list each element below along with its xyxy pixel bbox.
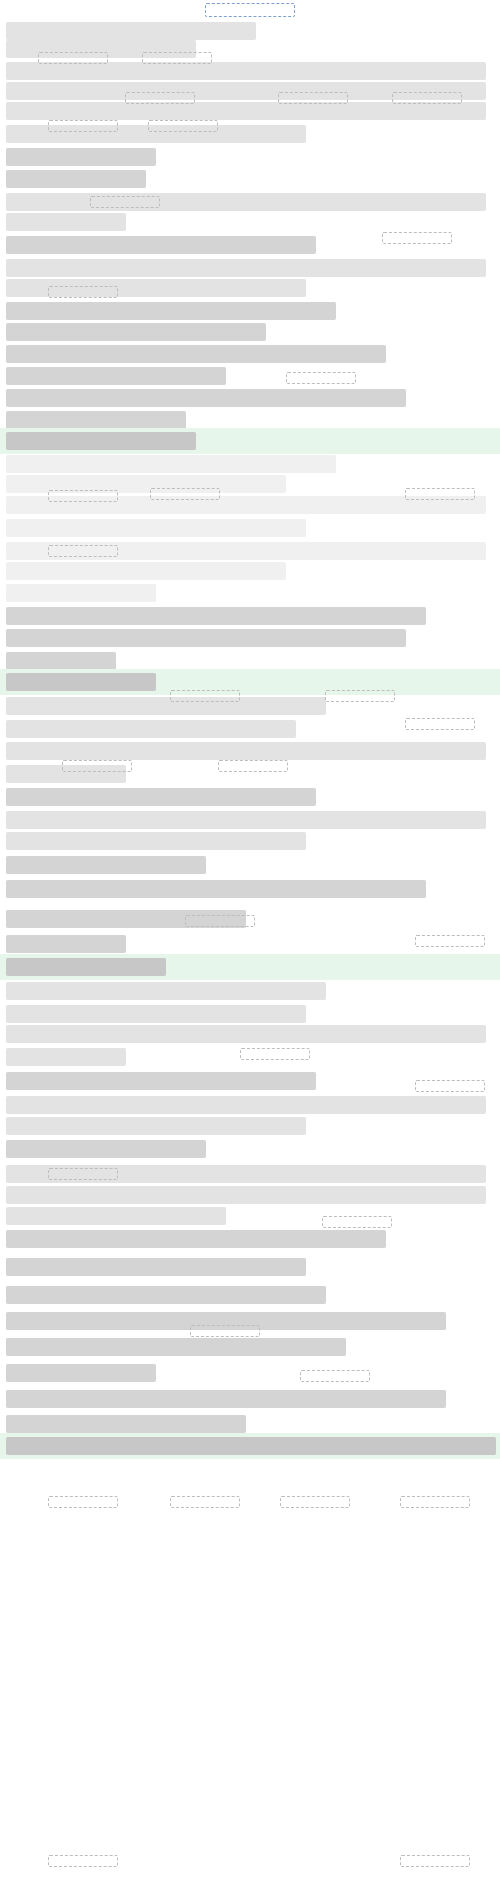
formula-line [6,1258,306,1276]
formula-line [6,652,116,670]
formula-line [6,1230,386,1248]
watermark-stamp [240,1048,310,1060]
text-line [6,193,486,211]
text-line [6,1005,306,1023]
watermark-stamp [286,372,356,384]
text-line [6,811,486,829]
watermark-stamp [280,1496,350,1508]
formula-line [6,1286,326,1304]
watermark-stamp [405,488,475,500]
formula-line [6,629,406,647]
text-line [6,1048,126,1066]
answer-line [6,673,156,691]
formula-line [6,1338,346,1356]
text-line [6,259,486,277]
watermark-stamp [125,92,195,104]
formula-line [6,389,406,407]
watermark-stamp [48,120,118,132]
formula-line [6,236,316,254]
watermark-stamp [170,1496,240,1508]
watermark-stamp [62,760,132,772]
text-line [6,102,486,120]
formula-line [6,302,336,320]
formula-line [6,1415,246,1433]
watermark-stamp [38,52,108,64]
text-line [6,1186,486,1204]
formula-line [6,345,386,363]
text-line [6,62,486,80]
formula-line [6,170,146,188]
text-line [6,22,256,40]
formula-line [6,788,316,806]
watermark-stamp [415,935,485,947]
watermark-stamp [218,760,288,772]
formula-line [6,1140,206,1158]
text-line [6,1207,226,1225]
site-watermark-top [205,3,295,17]
formula-line [6,323,266,341]
text-line [6,584,156,602]
watermark-stamp [90,196,160,208]
watermark-stamp [190,1325,260,1337]
watermark-stamp [405,718,475,730]
text-line [6,720,296,738]
watermark-stamp [48,490,118,502]
formula-line [6,148,156,166]
watermark-stamp [325,690,395,702]
formula-line [6,1364,156,1382]
watermark-stamp [300,1370,370,1382]
text-line [6,1096,486,1114]
answer-line [6,958,166,976]
text-line [6,1025,486,1043]
text-line [6,982,326,1000]
formula-line [6,856,206,874]
watermark-stamp [278,92,348,104]
watermark-stamp [400,1855,470,1867]
formula-line [6,1390,446,1408]
formula-line [6,880,426,898]
formula-line [6,411,186,429]
text-line [6,455,336,473]
formula-line [6,607,426,625]
watermark-stamp [48,1496,118,1508]
watermark-stamp [48,286,118,298]
watermark-stamp [185,915,255,927]
watermark-stamp [415,1080,485,1092]
text-line [6,213,126,231]
formula-line [6,1072,316,1090]
watermark-stamp [400,1496,470,1508]
text-line [6,562,286,580]
watermark-stamp [170,690,240,702]
formula-line [6,367,226,385]
watermark-stamp [150,488,220,500]
watermark-stamp [142,52,212,64]
answer-line [6,432,196,450]
answer-line [6,1437,496,1455]
text-line [6,1117,306,1135]
text-line [6,519,306,537]
text-line [6,697,326,715]
formula-line [6,935,126,953]
text-line [6,832,306,850]
watermark-stamp [48,1168,118,1180]
watermark-stamp [392,92,462,104]
text-line [6,742,486,760]
watermark-stamp [48,1855,118,1867]
watermark-stamp [48,545,118,557]
watermark-stamp [148,120,218,132]
watermark-stamp [382,232,452,244]
watermark-stamp [322,1216,392,1228]
